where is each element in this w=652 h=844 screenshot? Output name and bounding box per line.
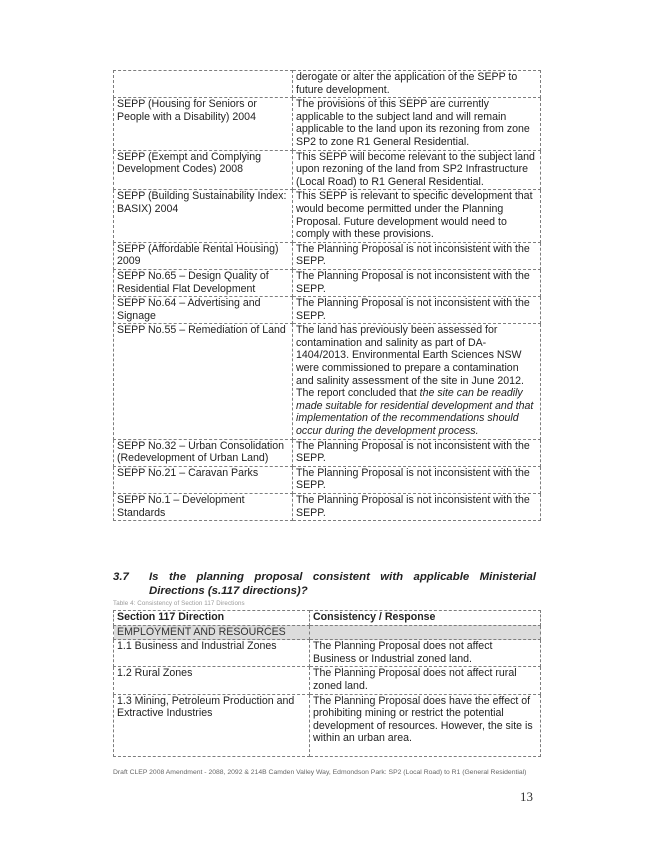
table-row	[114, 242, 541, 269]
column-header: Section 117 Direction	[114, 611, 310, 626]
table-row	[114, 694, 541, 756]
response-cell: The Planning Proposal does not affect rural zoned land.	[310, 667, 541, 694]
response-cell: The Planning Proposal is not inconsistent with the SEPP.	[293, 297, 541, 324]
table-row	[114, 269, 541, 296]
policy-cell: SEPP (Affordable Rental Housing) 2009	[114, 242, 293, 269]
policy-cell: SEPP No.32 – Urban Consolidation (Redevelopment of Urban Land)	[114, 439, 293, 466]
section-heading	[113, 571, 536, 598]
table-row	[114, 324, 541, 439]
column-header: Consistency / Response	[310, 611, 541, 626]
table-header-row	[114, 611, 541, 626]
page-footer: Draft CLEP 2008 Amendment - 2088, 2092 & 214B Camden Valley Way, Edmondson Park: SP2 (Local Road) to R1 (General Residential)	[113, 769, 527, 776]
response-cell: derogate or alter the application of the SEPP to future development.	[293, 71, 541, 98]
response-cell: The Planning Proposal is not inconsistent with the SEPP.	[293, 269, 541, 296]
table-row	[114, 98, 541, 150]
direction-cell: 1.3 Mining, Petroleum Production and Extractive Industries	[114, 694, 310, 756]
table-row	[114, 71, 541, 98]
response-italic-text: the site can be readily made suitable for residential development and that implementation of the recommendations should occur during the development process.	[296, 387, 534, 438]
s117-directions-table	[113, 610, 541, 757]
sepp-consistency-table	[113, 70, 541, 521]
direction-cell: 1.1 Business and Industrial Zones	[114, 640, 310, 667]
policy-cell: SEPP No.64 – Advertising and Signage	[114, 297, 293, 324]
response-cell: The Planning Proposal is not inconsistent with the SEPP.	[293, 242, 541, 269]
page-number: 13	[520, 789, 533, 804]
policy-cell	[114, 71, 293, 98]
policy-cell: SEPP No.1 – Development Standards	[114, 494, 293, 521]
table-row	[114, 667, 541, 694]
policy-cell: SEPP No.55 – Remediation of Land	[114, 324, 293, 439]
table-row	[114, 494, 541, 521]
policy-cell: SEPP (Building Sustainability Index: BASIX) 2004	[114, 190, 293, 242]
policy-cell: SEPP (Housing for Seniors or People with a Disability) 2004	[114, 98, 293, 150]
table-row	[114, 150, 541, 190]
category-label: EMPLOYMENT AND RESOURCES	[114, 625, 310, 640]
response-cell: The Planning Proposal does not affect Business or Industrial zoned land.	[310, 640, 541, 667]
response-text: The land has previously been assessed for contamination and salinity as part of DA-1404/2013. Environmental Earth Sciences NSW were commissioned to prepare a contamination and salinity assessment of the site in June 2012. The report concluded that	[296, 324, 524, 400]
table-row	[114, 297, 541, 324]
table-row	[114, 466, 541, 493]
category-filler	[310, 625, 541, 640]
response-cell: The Planning Proposal is not inconsistent with the SEPP.	[293, 439, 541, 466]
section-title-line1: Is the planning proposal consistent with applicable Ministerial	[149, 571, 536, 583]
response-cell: The Planning Proposal does have the effect of prohibiting mining or restrict the potential development of resources. However, the site is within an urban area.	[310, 694, 541, 756]
policy-cell: SEPP No.65 – Design Quality of Residential Flat Development	[114, 269, 293, 296]
table-row	[114, 439, 541, 466]
response-cell	[293, 324, 541, 439]
direction-cell: 1.2 Rural Zones	[114, 667, 310, 694]
response-cell: This SEPP will become relevant to the subject land upon rezoning of the land from SP2 Infrastructure (Local Road) to R1 General Residential.	[293, 150, 541, 190]
table-caption: Table 4: Consistency of Section 117 Directions	[113, 600, 245, 607]
policy-cell: SEPP No.21 – Caravan Parks	[114, 466, 293, 493]
policy-cell: SEPP (Exempt and Complying Development Codes) 2008	[114, 150, 293, 190]
table-row	[114, 190, 541, 242]
response-cell: The Planning Proposal is not inconsistent with the SEPP.	[293, 494, 541, 521]
section-number: 3.7	[113, 571, 129, 583]
response-cell: The Planning Proposal is not inconsistent with the SEPP.	[293, 466, 541, 493]
table-row	[114, 640, 541, 667]
response-cell: This SEPP is relevant to specific development that would become permitted under the Planning Proposal. Future development would need to comply with these provisions.	[293, 190, 541, 242]
section-title-line2: Directions (s.117 directions)?	[149, 584, 308, 597]
response-cell: The provisions of this SEPP are currently applicable to the subject land and will remain applicable to the land upon its rezoning from zone SP2 to zone R1 General Residential.	[293, 98, 541, 150]
category-row	[114, 625, 541, 640]
